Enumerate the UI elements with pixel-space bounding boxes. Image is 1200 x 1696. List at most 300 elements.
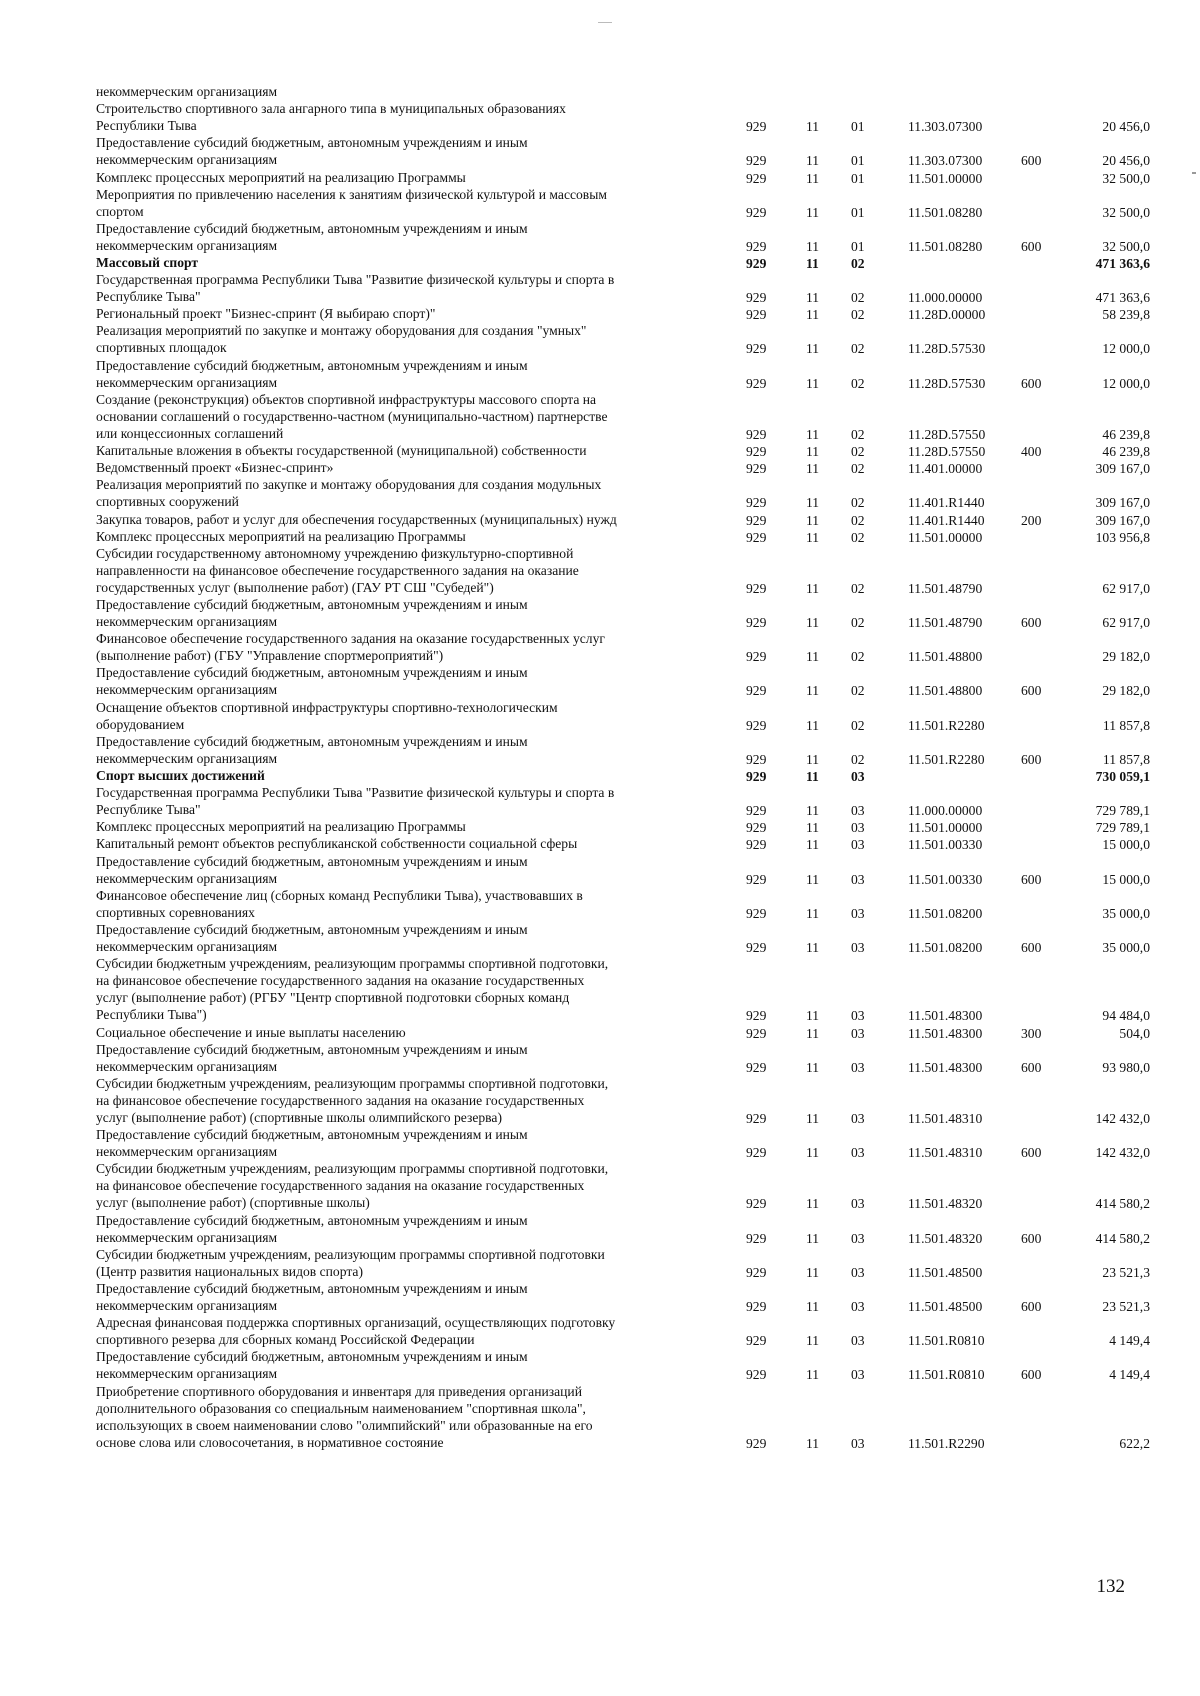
row-codes [0,802,1200,819]
amount: 142 432,0 [1095,1110,1150,1126]
row-name: Приобретение спортивного оборудования и инвентаря для приведения организаций дополнительного образования со специальным наименованием "спортивная школа", использующих в своем наименовании слово "олимпийский" или образованные на его основе слова или словосочетания, в нормативное состояние [96,1383,593,1450]
expense-type-code: 600 [1021,153,1042,169]
row-name: Массовый спорт [96,255,199,270]
section-code: 11 [806,1299,820,1315]
subsection-code: 02 [851,426,865,442]
row-name: Финансовое обеспечение лиц (сборных команд Республики Тыва), участвовавших в спортивных соревнованиях [96,887,583,920]
grbs-code: 929 [746,119,767,135]
row-name: Комплекс процессных мероприятий на реализацию Программы [96,819,466,835]
table-row [0,100,1200,134]
expense-type-code: 600 [1021,1367,1042,1383]
row-codes [0,1332,1200,1349]
target-article-code: 11.501.R2280 [908,717,985,733]
subsection-code: 03 [851,871,865,887]
row-name: Реализация мероприятий по закупке и монтажу оборудования для создания модульных спортивных сооружений [96,477,602,510]
subsection-code: 02 [851,341,865,357]
section-code: 11 [806,615,820,631]
table-row [0,1212,1200,1246]
section-code: 11 [806,1367,820,1383]
target-article-code: 11.28D.00000 [908,307,986,323]
target-article-code: 11.28D.57550 [908,444,986,460]
table-row [0,134,1200,168]
amount: 414 580,2 [1095,1230,1150,1246]
section-code: 11 [806,1196,820,1212]
grbs-code: 929 [746,820,767,836]
grbs-code: 929 [746,717,767,733]
amount: 142 432,0 [1095,1145,1150,1161]
subsection-code: 03 [851,1145,865,1161]
expense-type-code: 600 [1021,615,1042,631]
table-row [0,921,1200,955]
grbs-code: 929 [746,649,767,665]
row-codes [0,1195,1200,1212]
row-codes [0,648,1200,665]
expense-type-code: 300 [1021,1025,1042,1041]
table-row [0,169,1200,186]
subsection-code: 03 [851,769,865,784]
grbs-code: 929 [746,495,767,511]
row-codes [0,426,1200,443]
amount: 23 521,3 [1102,1264,1150,1280]
row-codes [0,84,1200,101]
row-name: Социальное обеспечение и иные выплаты населению [96,1024,406,1040]
row-codes [0,939,1200,956]
row-name: Предоставление субсидий бюджетным, автономным учреждениям и иным некоммерческим организациям [96,1041,528,1074]
amount: 20 456,0 [1102,119,1150,135]
table-row [0,511,1200,528]
section-code: 11 [806,1145,820,1161]
amount: 4 149,4 [1109,1333,1150,1349]
expense-type-code: 600 [1021,1299,1042,1315]
amount: 29 182,0 [1102,649,1150,665]
subsection-code: 03 [851,1110,865,1126]
row-name: Ведомственный проект «Бизнес-спринт» [96,460,334,476]
amount: 729 789,1 [1095,820,1150,836]
row-name: Предоставление субсидий бюджетным, автономным учреждениям и иным некоммерческим организациям [96,853,528,886]
subsection-code: 03 [851,1333,865,1349]
table-row [0,733,1200,767]
grbs-code: 929 [746,769,767,784]
expense-type-code: 600 [1021,238,1042,254]
table-row [0,1383,1200,1451]
grbs-code: 929 [746,461,767,477]
target-article-code: 11.501.48320 [908,1196,983,1212]
target-article-code: 11.28D.57530 [908,375,986,391]
target-article-code: 11.501.08200 [908,939,983,955]
grbs-code: 929 [746,580,767,596]
row-name: Предоставление субсидий бюджетным, автономным учреждениям и иным некоммерческим организациям [96,1281,528,1314]
subsection-code: 03 [851,1264,865,1280]
subsection-code: 02 [851,615,865,631]
amount: 309 167,0 [1095,512,1150,528]
section-code: 11 [806,512,820,528]
row-name: Государственная программа Республики Тыва "Развитие физической культуры и спорта в Республике Тыва" [96,785,615,818]
section-code: 11 [806,939,820,955]
row-name: Региональный проект "Бизнес-спринт (Я выбираю спорт)" [96,306,436,322]
section-code: 11 [806,204,820,220]
table-row [0,699,1200,733]
subsection-code: 03 [851,1025,865,1041]
section-code: 11 [806,871,820,887]
table-row [0,1075,1200,1126]
section-code: 11 [806,461,820,477]
row-name: Субсидии бюджетным учреждениям, реализующим программы спортивной подготовки, на финансовое обеспечение государственного задания на оказание государственных услуг (выполнение работ) (спортивные школы) [96,1161,609,1211]
amount: 4 149,4 [1109,1367,1150,1383]
row-codes [0,905,1200,922]
amount: 93 980,0 [1102,1059,1150,1075]
row-name: Предоставление субсидий бюджетным, автономным учреждениям и иным некоммерческим организациям [96,220,528,253]
target-article-code: 11.303.07300 [908,153,983,169]
grbs-code: 929 [746,1333,767,1349]
target-article-code: 11.501.08280 [908,238,983,254]
subsection-code: 03 [851,1230,865,1246]
section-code: 11 [806,341,820,357]
section-code: 11 [806,375,820,391]
row-name: Субсидии бюджетным учреждениям, реализующим программы спортивной подготовки, на финансовое обеспечение государственного задания на оказание государственных услуг (выполнение работ) (спортивные школы олимпийского резерва) [96,1075,609,1125]
table-row [0,459,1200,476]
section-code: 11 [806,1435,820,1451]
amount: 46 239,8 [1102,444,1150,460]
row-name: Капитальный ремонт объектов республиканской собственности социальной сферы [96,836,578,852]
row-name: Субсидии бюджетным учреждениям, реализующим программы спортивной подготовки, на финансовое обеспечение государственного задания на оказание государственных услуг (выполнение работ) (РГБУ "Центр спортивной подготовки сборных команд Республики Тыва") [96,956,609,1023]
amount: 730 059,1 [1095,769,1150,784]
row-codes [0,819,1200,836]
amount: 504,0 [1119,1025,1150,1041]
grbs-code: 929 [746,1367,767,1383]
table-row [0,1160,1200,1211]
amount: 471 363,6 [1095,290,1150,306]
section-code: 11 [806,1230,820,1246]
grbs-code: 929 [746,307,767,323]
row-name: Финансовое обеспечение государственного задания на оказание государственных услуг (выполнение работ) (ГБУ "Управление спортмероприятий") [96,631,605,664]
grbs-code: 929 [746,529,767,545]
expense-type-code: 600 [1021,1145,1042,1161]
amount: 35 000,0 [1102,939,1150,955]
subsection-code: 03 [851,905,865,921]
table-row [0,835,1200,852]
grbs-code: 929 [746,1008,767,1024]
target-article-code: 11.501.00330 [908,837,983,853]
target-article-code: 11.501.48300 [908,1025,983,1041]
target-article-code: 11.303.07300 [908,119,983,135]
row-codes [0,1298,1200,1315]
table-row [0,596,1200,630]
target-article-code: 11.000.00000 [908,803,983,819]
table-row [0,83,1200,100]
row-codes [0,1144,1200,1161]
row-codes [0,871,1200,888]
row-name: Закупка товаров, работ и услуг для обеспечения государственных (муниципальных) нужд [96,511,617,527]
row-codes [0,375,1200,392]
expense-type-code: 200 [1021,512,1042,528]
subsection-code: 03 [851,1435,865,1451]
table-row [0,220,1200,254]
subsection-code: 01 [851,153,865,169]
grbs-code: 929 [746,1299,767,1315]
row-name: Комплекс процессных мероприятий на реализацию Программы [96,169,466,185]
section-code: 11 [806,444,820,460]
row-codes [0,152,1200,169]
table-row [0,442,1200,459]
section-code: 11 [806,426,820,442]
amount: 11 857,8 [1102,717,1150,733]
row-name: Государственная программа Республики Тыва "Развитие физической культуры и спорта в Республике Тыва" [96,272,615,305]
target-article-code: 11.501.00000 [908,170,983,186]
table-row [0,1314,1200,1348]
row-name: Предоставление субсидий бюджетным, автономным учреждениям и иным некоммерческим организациям [96,665,528,698]
row-name: Субсидии бюджетным учреждениям, реализующим программы спортивной подготовки (Центр развития национальных видов спорта) [96,1246,605,1279]
subsection-code: 03 [851,1367,865,1383]
row-name: некоммерческим организациям [96,84,278,99]
expense-type-code: 600 [1021,939,1042,955]
section-code: 11 [806,580,820,596]
section-code: 11 [806,170,820,186]
row-name: Предоставление субсидий бюджетным, автономным учреждениям и иным некоммерческим организациям [96,1127,528,1160]
amount: 309 167,0 [1095,461,1150,477]
grbs-code: 929 [746,939,767,955]
row-codes [0,238,1200,255]
target-article-code: 11.501.48310 [908,1145,983,1161]
row-codes [0,1264,1200,1281]
grbs-code: 929 [746,871,767,887]
subsection-code: 02 [851,512,865,528]
expense-type-code: 600 [1021,1059,1042,1075]
row-codes [0,255,1200,272]
grbs-code: 929 [746,238,767,254]
row-codes [0,443,1200,460]
row-name: Спорт высших достижений [96,768,265,783]
subsection-code: 03 [851,820,865,836]
table-row [0,630,1200,664]
expense-type-code: 600 [1021,751,1042,767]
row-name: Капитальные вложения в объекты государственной (муниципальной) собственности [96,443,587,459]
grbs-code: 929 [746,1110,767,1126]
page-number: 132 [1096,1576,1125,1597]
target-article-code: 11.501.R0810 [908,1367,985,1383]
section-code: 11 [806,905,820,921]
target-article-code: 11.501.R0810 [908,1333,985,1349]
target-article-code: 11.501.48300 [908,1008,983,1024]
section-code: 11 [806,683,820,699]
section-code: 11 [806,495,820,511]
grbs-code: 929 [746,341,767,357]
row-codes [0,1230,1200,1247]
subsection-code: 02 [851,495,865,511]
grbs-code: 929 [746,153,767,169]
row-codes [0,1366,1200,1383]
expense-type-code: 400 [1021,444,1042,460]
section-code: 11 [806,307,820,323]
subsection-code: 01 [851,170,865,186]
row-name: Предоставление субсидий бюджетным, автономным учреждениям и иным некоммерческим организациям [96,357,528,390]
row-codes [0,1435,1200,1452]
row-name: Предоставление субсидий бюджетным, автономным учреждениям и иным некоммерческим организациям [96,135,528,168]
grbs-code: 929 [746,1059,767,1075]
row-name: Субсидии государственному автономному учреждению физкультурно-спортивной направленности на финансовое обеспечение государственного задания на оказание государственных услуг (выполнение работ) (ГАУ РТ СШ "Субедей") [96,545,579,595]
amount: 20 456,0 [1102,153,1150,169]
row-codes [0,306,1200,323]
grbs-code: 929 [746,1196,767,1212]
section-code: 11 [806,769,819,784]
target-article-code: 11.501.08200 [908,905,983,921]
table-row [0,664,1200,698]
amount: 94 484,0 [1102,1008,1150,1024]
table-row [0,784,1200,818]
amount: 729 789,1 [1095,803,1150,819]
amount: 309 167,0 [1095,495,1150,511]
target-article-code: 11.501.48790 [908,615,983,631]
target-article-code: 11.501.48790 [908,580,983,596]
row-name: Строительство спортивного зала ангарного типа в муниципальных образованиях Республики Тыва [96,101,566,134]
amount: 11 857,8 [1102,751,1150,767]
target-article-code: 11.501.48300 [908,1059,983,1075]
grbs-code: 929 [746,1145,767,1161]
row-name: Создание (реконструкция) объектов спортивной инфраструктуры массового спорта на основании соглашений о государственно-частном (муниципально-частном) партнерстве или концессионных соглашений [96,391,608,441]
target-article-code: 11.501.R2290 [908,1435,985,1451]
section-code: 11 [806,1008,820,1024]
amount: 58 239,8 [1102,307,1150,323]
grbs-code: 929 [746,683,767,699]
amount: 15 000,0 [1102,837,1150,853]
grbs-code: 929 [746,256,767,271]
amount: 103 956,8 [1095,529,1150,545]
subsection-code: 02 [851,649,865,665]
row-name: Предоставление субсидий бюджетным, автономным учреждениям и иным некоммерческим организациям [96,597,528,630]
subsection-code: 01 [851,238,865,254]
table-row [0,853,1200,887]
subsection-code: 02 [851,444,865,460]
amount: 12 000,0 [1102,375,1150,391]
section-code: 11 [806,153,820,169]
row-codes [0,614,1200,631]
expense-type-code: 600 [1021,375,1042,391]
row-name: Предоставление субсидий бюджетным, автономным учреждениям и иным некоммерческим организациям [96,1212,528,1245]
target-article-code: 11.501.48800 [908,683,983,699]
amount: 32 500,0 [1102,170,1150,186]
row-codes [0,836,1200,853]
target-article-code: 11.501.48310 [908,1110,983,1126]
grbs-code: 929 [746,1230,767,1246]
table-row [0,1348,1200,1382]
row-codes [0,204,1200,221]
subsection-code: 01 [851,204,865,220]
table-row [0,305,1200,322]
row-name: Предоставление субсидий бюджетным, автономным учреждениям и иным некоммерческим организациям [96,733,528,766]
target-article-code: 11.501.48800 [908,649,983,665]
subsection-code: 02 [851,290,865,306]
table-row [0,1126,1200,1160]
section-code: 11 [806,837,820,853]
amount: 46 239,8 [1102,426,1150,442]
row-name: Предоставление субсидий бюджетным, автономным учреждениям и иным некоммерческим организациям [96,921,528,954]
row-codes [0,751,1200,768]
amount: 32 500,0 [1102,204,1150,220]
grbs-code: 929 [746,1025,767,1041]
table-row [0,1280,1200,1314]
table-row [0,887,1200,921]
table-row [0,254,1200,271]
section-code: 11 [806,820,820,836]
amount: 15 000,0 [1102,871,1150,887]
row-codes [0,170,1200,187]
target-article-code: 11.501.00000 [908,820,983,836]
row-name: Реализация мероприятий по закупке и монтажу оборудования для создания "умных" спортивных площадок [96,323,587,356]
section-code: 11 [806,803,820,819]
grbs-code: 929 [746,444,767,460]
table-row [0,271,1200,305]
section-code: 11 [806,290,820,306]
section-code: 11 [806,256,819,271]
target-article-code: 11.401.R1440 [908,495,985,511]
section-code: 11 [806,751,820,767]
subsection-code: 03 [851,1008,865,1024]
section-code: 11 [806,119,820,135]
subsection-code: 03 [851,1059,865,1075]
subsection-code: 02 [851,461,865,477]
amount: 471 363,6 [1095,256,1150,271]
row-codes [0,529,1200,546]
table-row [0,545,1200,596]
expense-type-code: 600 [1021,1230,1042,1246]
amount: 23 521,3 [1102,1299,1150,1315]
subsection-code: 02 [851,751,865,767]
row-codes [0,118,1200,135]
grbs-code: 929 [746,512,767,528]
row-name: Оснащение объектов спортивной инфраструктуры спортивно-технологическим оборудованием [96,699,558,732]
subsection-code: 03 [851,803,865,819]
row-codes [0,1110,1200,1127]
target-article-code: 11.000.00000 [908,290,983,306]
amount: 62 917,0 [1102,615,1150,631]
subsection-code: 03 [851,939,865,955]
table-row [0,818,1200,835]
section-code: 11 [806,1025,820,1041]
row-codes [0,717,1200,734]
section-code: 11 [806,529,820,545]
table-row [0,1024,1200,1041]
expense-type-code: 600 [1021,683,1042,699]
target-article-code: 11.501.R2280 [908,751,985,767]
table-row [0,1041,1200,1075]
row-codes [0,580,1200,597]
target-article-code: 11.501.00000 [908,529,983,545]
row-codes [0,1059,1200,1076]
amount: 12 000,0 [1102,341,1150,357]
table-row [0,186,1200,220]
section-code: 11 [806,1333,820,1349]
table-row [0,357,1200,391]
subsection-code: 02 [851,375,865,391]
table-row [0,955,1200,1023]
row-codes [0,768,1200,785]
amount: 29 182,0 [1102,683,1150,699]
row-name: Адресная финансовая поддержка спортивных организаций, осуществляющих подготовку спортивного резерва для сборных команд Российской Федерации [96,1315,616,1348]
row-codes [0,1007,1200,1024]
row-codes [0,460,1200,477]
row-codes [0,1025,1200,1042]
row-codes [0,512,1200,529]
row-codes [0,494,1200,511]
amount: 414 580,2 [1095,1196,1150,1212]
grbs-code: 929 [746,837,767,853]
subsection-code: 02 [851,529,865,545]
target-article-code: 11.401.R1440 [908,512,985,528]
target-article-code: 11.501.08280 [908,204,983,220]
grbs-code: 929 [746,615,767,631]
subsection-code: 02 [851,580,865,596]
subsection-code: 02 [851,683,865,699]
amount: 32 500,0 [1102,238,1150,254]
